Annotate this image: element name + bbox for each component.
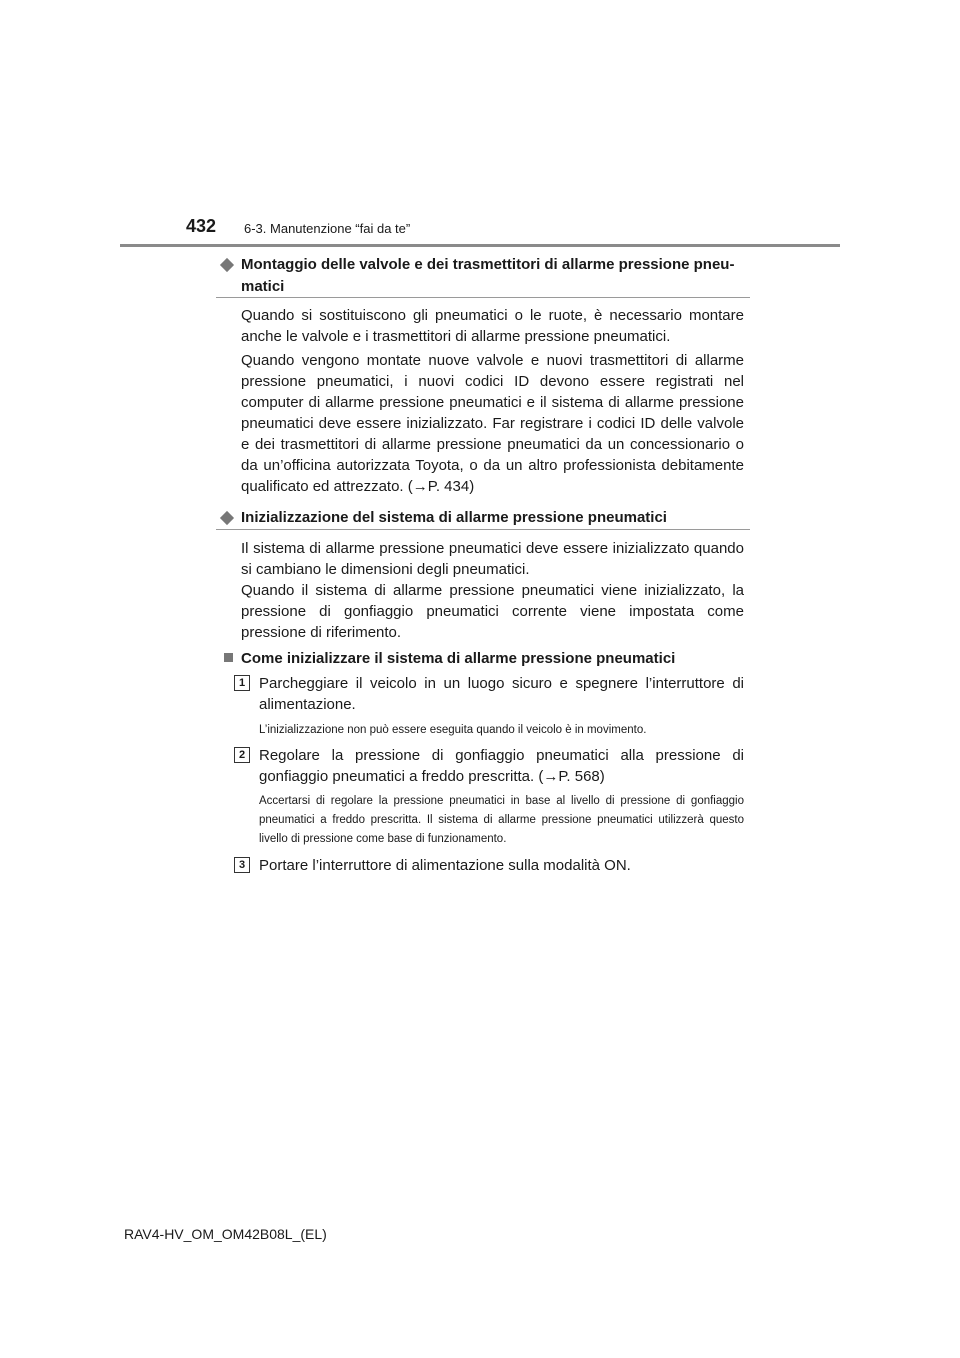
section-title-line2: matici (241, 278, 285, 295)
section-rule (216, 529, 750, 530)
diamond-bullet-icon (220, 511, 234, 525)
paragraph: Quando il sistema di allarme pressione pneumatici viene inizializzato, la pressione di gonfiaggio pneumatici corrente viene impostata come pressione di riferimento. (241, 582, 744, 641)
subsection-title (224, 648, 675, 669)
document-code: RAV4-HV_OM_OM42B08L_(EL) (124, 1226, 327, 1242)
square-bullet-icon (224, 653, 233, 662)
section-title-line1: Montaggio delle valvole e dei trasmettitori di allarme pressione pneu- (241, 256, 735, 273)
step-note-2: Accertarsi di regolare la pressione pneumatici in base al livello di pressione di gonfiaggio pneumatici a freddo prescritta. Il sistema di allarme pressione pneumatici utilizzerà questo livello di pressione come base di funzionamento. (259, 795, 744, 845)
step-text-3: Portare l’interruttore di alimentazione sulla modalità ON. (259, 857, 631, 874)
section-rule (216, 297, 750, 298)
section-title-init: Inizializzazione del sistema di allarme pressione pneumatici (241, 509, 667, 526)
paragraph: Quando si sostituiscono gli pneumatici o le ruote, è necessario montare anche le valvole e i trasmettitori di allarme pressione pneumatici. (241, 307, 744, 345)
subsection-title-text: Come inizializzare il sistema di allarme pressione pneumatici (241, 650, 676, 667)
step-number-3: 3 (234, 857, 250, 873)
page-number: 432 (186, 216, 217, 236)
section-title-valves (241, 254, 734, 298)
step-text-2: Regolare la pressione di gonfiaggio pneumatici alla pressione di gonfiaggio pneumatici a freddo prescritta. (→P. 568) (259, 747, 744, 785)
paragraph: Il sistema di allarme pressione pneumatici deve essere inizializzato quando si cambiano le dimensioni degli pneumatici. (241, 540, 744, 578)
step-text-1: Parcheggiare il veicolo in un luogo sicuro e spegnere l’interruttore di alimentazione. (259, 675, 744, 713)
step-number-2: 2 (234, 747, 250, 763)
step-number-1: 1 (234, 675, 250, 691)
section-header: 6-3. Manutenzione “fai da te” (244, 221, 411, 236)
paragraph: Quando vengono montate nuove valvole e nuovi trasmettitori di allarme pressione pneumatici, i nuovi codici ID devono essere registrati nel computer di allarme pressione pneumatici e il sistema di allarme pressione pneumatici deve essere inizializzato. Far registrare i codici ID delle valvole e dei trasmettitori di allarme pressione pneumatici da un concessionario o da un’officina autorizzata Toyota, o da un altro professionista debitamente qualificato ed attrezzato. (→P. 434) (241, 352, 744, 495)
diamond-bullet-icon (220, 258, 234, 272)
header-rule (120, 244, 840, 247)
step-note-1: L’inizializzazione non può essere eseguita quando il veicolo è in movimento. (259, 724, 647, 736)
